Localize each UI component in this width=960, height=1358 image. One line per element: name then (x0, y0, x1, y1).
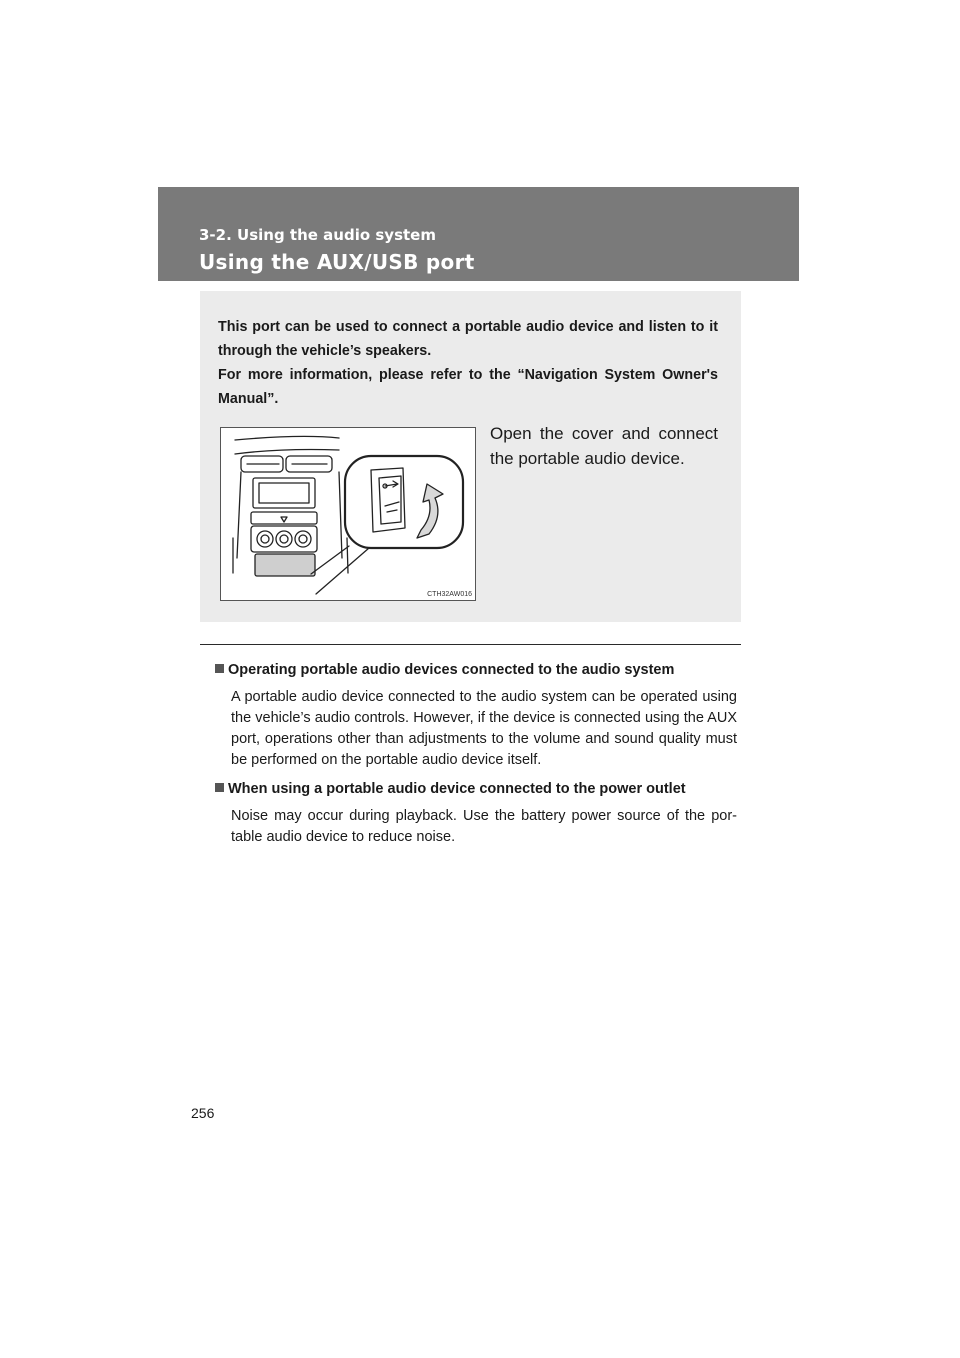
console-illustration (220, 427, 476, 601)
page-title: Using the AUX/USB port (199, 250, 475, 274)
intro-text (218, 315, 718, 411)
page-number: 256 (191, 1105, 215, 1121)
aux-usb-port-illustration (221, 428, 477, 602)
square-bullet-icon (215, 664, 224, 673)
step-instruction: Open the cover and connect the portable audio device. (490, 424, 718, 468)
note-heading-text: Operating portable audio devices connected to the audio system (228, 662, 675, 678)
section-header (158, 187, 799, 281)
intro-paragraph: This port can be used to connect a portable audio device and listen to it through the vehicle’s speakers. (218, 319, 718, 359)
note-heading (215, 659, 737, 681)
figure-code: CTH32AW016 (427, 591, 472, 598)
open-arrow-icon (417, 484, 443, 538)
intro-paragraph: For more information, please refer to the “Navigation System Owner's Manual”. (218, 367, 718, 407)
divider (200, 644, 741, 645)
note-body: A portable audio device connected to the audio system can be operated using the vehicle’s audio controls. However, if the device is connected using the AUX port, operations other than adjustments to the volume and sound quality must be performed on the portable audio device itself. (231, 689, 737, 768)
notes-section (215, 659, 737, 855)
section-label: 3-2. Using the audio system (199, 226, 436, 244)
note-heading-text: When using a portable audio device connected to the power outlet (228, 781, 686, 797)
note-body: Noise may occur during playback. Use the battery power source of the por-table audio device to reduce noise. (231, 808, 737, 845)
square-bullet-icon (215, 783, 224, 792)
note-heading (215, 778, 737, 800)
intro-box (200, 291, 741, 622)
